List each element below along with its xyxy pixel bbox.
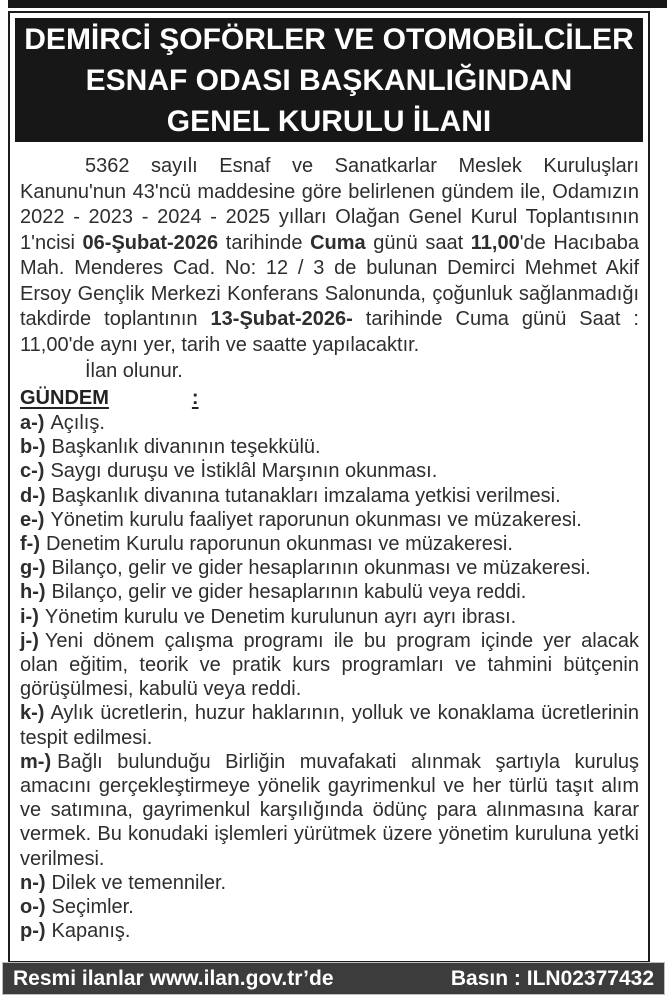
footer-press-id: Basın : ILN02377432	[450, 966, 654, 990]
intro-segment-time: 11,00	[470, 231, 520, 254]
intro-segment-day: Cuma	[310, 231, 366, 254]
footer-left-text: Resmi ilanlar www.ilan.gov.tr’de	[13, 966, 334, 990]
agenda-item-d	[20, 484, 639, 508]
intro-segment: tarihinde Cuma günü Saat : 11,00'de aynı yer, tarih ve saatte yapılacaktır.	[20, 308, 639, 356]
top-rule-strip	[8, 0, 667, 8]
agenda-item-text: Denetim Kurulu raporunun okunması ve müzakeresi.	[45, 533, 513, 556]
agenda-item-f	[20, 532, 639, 556]
agenda-item-text: Seçimler.	[51, 896, 134, 919]
agenda-item-letter: p-)	[20, 920, 46, 943]
agenda-title: GÜNDEM	[20, 387, 109, 409]
agenda-heading	[20, 385, 639, 411]
agenda-item-letter: g-)	[20, 557, 46, 580]
agenda-item-letter: c-)	[20, 460, 45, 483]
agenda-item-letter: h-)	[20, 581, 46, 604]
header-line-3: GENEL KURULU İLANI	[166, 104, 492, 138]
agenda-item-text: Saygı duruşu ve İstiklâl Marşının okunması.	[50, 460, 438, 483]
agenda-item-i	[20, 605, 639, 629]
agenda-item-letter: i-)	[20, 605, 39, 628]
announcement-header	[15, 18, 643, 142]
agenda-item-letter: e-)	[20, 508, 45, 531]
intro-paragraph	[20, 154, 639, 358]
header-line-1: DEMİRCİ ŞOFÖRLER VE OTOMOBİLCİLER	[24, 22, 634, 56]
announce-line: İlan olunur.	[85, 360, 183, 382]
agenda-colon: :	[191, 387, 199, 409]
intro-segment-date-1: 06-Şubat-2026	[82, 231, 219, 254]
agenda-item-e	[20, 508, 639, 532]
intro-segment-date-2: 13-Şubat-2026-	[210, 308, 353, 330]
agenda-item-text: Aylık ücretlerin, huzur haklarının, yolluk ve konaklama ücretlerinin tespit edilmesi.	[20, 702, 639, 749]
agenda-item-text: Başkanlık divanına tutanakları imzalama yetkisi verilmesi.	[51, 484, 561, 507]
agenda-list	[20, 411, 639, 943]
agenda-item-text: Yeni dönem çalışma programı ile bu program içinde yer alacak olan eğitim, teorik ve pratik kurs programları ve tahmini bütçenin görüşülmesi, kabulü veya reddi.	[20, 629, 639, 701]
agenda-item-letter: o-)	[20, 896, 46, 919]
agenda-item-a	[20, 411, 639, 435]
agenda-item-text: Bilanço, gelir ve gider hesaplarının kabulü veya reddi.	[51, 581, 527, 604]
intro-segment: tarihinde	[218, 231, 311, 254]
agenda-item-text: Bağlı bulunduğu Birliğin muvafakati alınmak şartıyla kuruluş amacını gerçekleştirmeye yönelik gayrimenkul ve her türlü taşıt alım ve satımına, gayrimenkul karşılığında ödünç para alınmasına karar vermek. Bu konudaki işlemleri yürütmek üzere yönetim kuruluna yetki verilmesi.	[20, 750, 639, 870]
agenda-item-g	[20, 556, 639, 580]
agenda-item-m	[20, 750, 639, 871]
agenda-item-text: Başkanlık divanının teşekkülü.	[51, 436, 321, 459]
agenda-item-letter: k-)	[20, 702, 45, 725]
agenda-item-letter: d-)	[20, 484, 46, 507]
agenda-item-text: Bilanço, gelir ve gider hesaplarının okunması ve müzakeresi.	[51, 557, 591, 580]
intro-segment: 5362 sayılı Esnaf ve Sanatkarlar Meslek Kuruluşları Kanunu'nun 43'ncü maddesine göre belirlenen gündem ile, Odamızın 2022 - 2023 - 2024 - 2025 yılları Olağan Genel Kurul Toplantısının 1'ncisi	[20, 155, 639, 254]
announcement-box	[8, 11, 650, 963]
intro-segment: günü saat	[365, 231, 471, 254]
agenda-item-letter: m-)	[20, 750, 52, 773]
agenda-item-letter: b-)	[20, 436, 46, 459]
agenda-item-text: Açılış.	[50, 412, 105, 434]
intro-segment: 'de Hacıbaba Mah. Menderes Cad. No: 12 / 3 de bulunan Demirci Mehmet Akif Ersoy Gençlik Merkezi Konferans Salonunda, çoğunluk sağlanmadığı takdirde toplantının	[20, 231, 639, 330]
announcement-body	[10, 142, 648, 943]
agenda-item-text: Yönetim kurulu faaliyet raporunun okunması ve müzakeresi.	[50, 508, 582, 531]
agenda-item-h	[20, 580, 639, 604]
agenda-item-text: Dilek ve temenniler.	[51, 871, 227, 894]
agenda-item-b	[20, 435, 639, 459]
agenda-item-letter: f-)	[20, 533, 40, 556]
agenda-item-k	[20, 701, 639, 749]
agenda-item-n	[20, 871, 639, 895]
agenda-item-text: Yönetim kurulu ve Denetim kurulunun ayrı ayrı ibrası.	[44, 605, 517, 628]
agenda-item-p	[20, 919, 639, 943]
agenda-item-j	[20, 629, 639, 702]
agenda-item-text: Kapanış.	[51, 920, 131, 943]
official-notices-footer-bar	[3, 963, 664, 994]
agenda-item-c	[20, 459, 639, 483]
agenda-item-o	[20, 895, 639, 919]
header-line-2: ESNAF ODASI BAŞKANLIĞINDAN	[85, 63, 573, 97]
agenda-item-letter: a-)	[20, 412, 45, 434]
agenda-item-letter: n-)	[20, 871, 46, 894]
agenda-item-letter: j-)	[20, 629, 39, 652]
